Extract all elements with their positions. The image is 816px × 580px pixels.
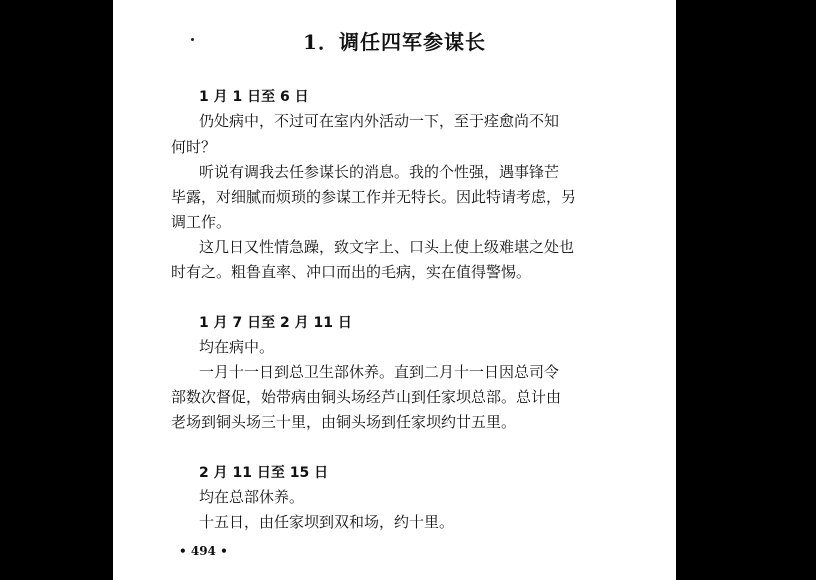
paragraph-line: 均在总部休养。 (199, 488, 305, 506)
paragraph-line: 调工作。 (171, 213, 232, 231)
paragraph-line: 十五日，由任家坝到双和场，约十里。 (199, 513, 455, 531)
paragraph-line: 何时？ (171, 138, 217, 156)
paragraph-line: 仍处病中，不过可在室内外活动一下，至于痊愈尚不知 (199, 112, 560, 130)
paragraph-line: 一月十一日到总卫生部休养。直到二月十一日因总司令 (199, 363, 560, 381)
document-page (113, 0, 676, 580)
section-heading: 2 月 11 日至 15 日 (199, 465, 329, 481)
paragraph-line: 部数次督促，始带病由铜头场经芦山到任家坝总部。总计由 (171, 388, 562, 406)
paragraph-line: 时有之。粗鲁直率、冲口而出的毛病，实在值得警惕。 (171, 263, 532, 281)
paragraph-line: 均在病中。 (199, 338, 275, 356)
paragraph-line: 听说有调我去任参谋长的消息。我的个性强，遇事锋芒 (199, 163, 560, 181)
paragraph-line: 老场到铜头场三十里，由铜头场到任家坝约廿五里。 (171, 413, 517, 431)
paragraph-line: 毕露，对细腻而烦琐的参谋工作并无特长。因此特请考虑，另 (171, 188, 577, 206)
page-number: • 494 • (179, 544, 228, 558)
paragraph-line: 这几日又性情急躁，致文字上、口头上使上级难堪之处也 (199, 238, 575, 256)
section-heading: 1 月 7 日至 2 月 11 日 (199, 315, 352, 331)
chapter-title: 1．调任四军参谋长 (303, 30, 486, 54)
section-heading: 1 月 1 日至 6 日 (199, 89, 309, 105)
